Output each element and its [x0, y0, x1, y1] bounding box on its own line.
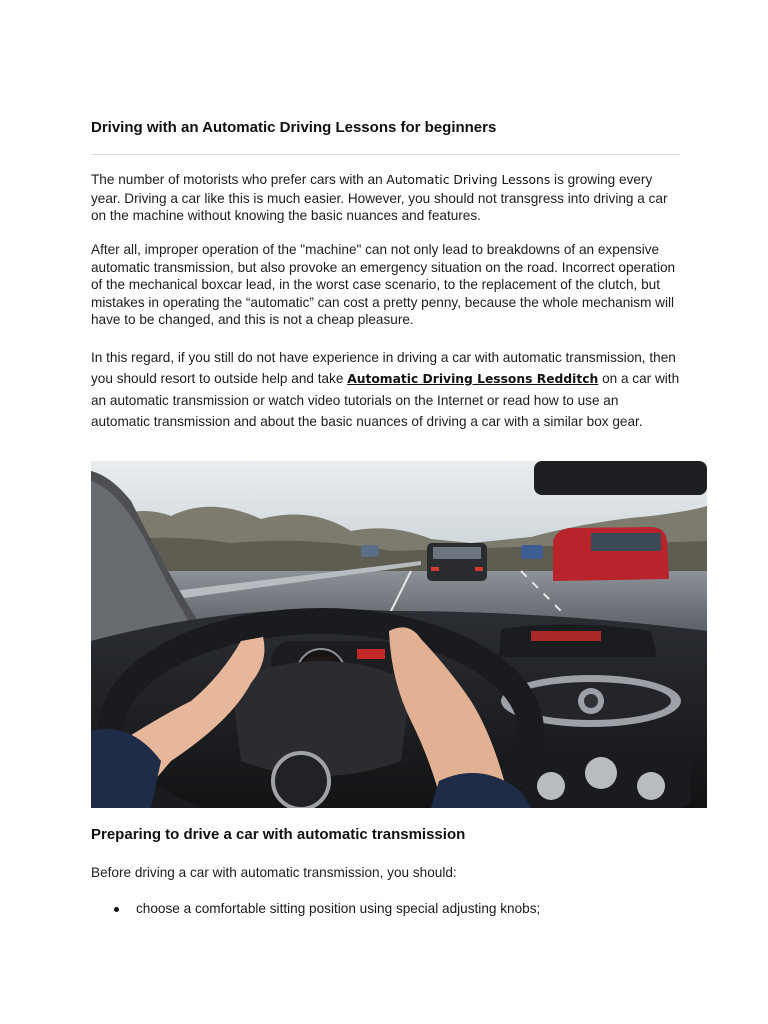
car-interior-photo [91, 461, 707, 808]
automatic-driving-lessons-redditch-link[interactable]: Automatic Driving Lessons Redditch [347, 372, 599, 386]
para3-text-start: In this regard, if you still do not have experience in driving a car with automatic transmission, then you should resort to outside help and take [91, 350, 676, 386]
article-title: Driving with an Automatic Driving Lessons for beginners [91, 119, 497, 136]
list-item-text: choose a comfortable sitting position using special adjusting knobs; [136, 901, 541, 916]
para3-text-end: on a car with an automatic transmission or watch video tutorials on the Internet or read how to use an automatic transmission and about the basic nuances of driving a car with a similar box gear. [91, 371, 680, 429]
title-divider [91, 154, 679, 155]
bullet-icon [114, 907, 119, 912]
intro-text-start: The number of motorists who prefer cars with an [91, 172, 387, 187]
intro-paragraph [91, 171, 681, 225]
section-heading-preparing: Preparing to drive a car with automatic transmission [91, 826, 466, 843]
list-item [91, 900, 691, 918]
body-paragraph-4: Before driving a car with automatic transmission, you should: [91, 865, 457, 880]
intro-text-end: is growing every year. Driving a car like this is much easier. However, you should not transgress into driving a car on the machine without knowing the basic nuances and features. [91, 172, 668, 224]
preparation-bullet-list [91, 900, 691, 918]
body-paragraph-2: After all, improper operation of the "machine" can not only lead to breakdowns of an expensive automatic transmission, but also provoke an emergency situation on the road. Incorrect operation of the mechanical boxcar lead, in the worst case scenario, to the replacement of the clutch, but mistakes in operating the “automatic” can cost a pretty penny, because the whole mechanism will have to be changed, and this is not a cheap pleasure. [91, 242, 676, 328]
body-paragraph-3 [91, 347, 681, 432]
keyword-automatic-driving-lessons: Automatic Driving Lessons [386, 173, 551, 187]
